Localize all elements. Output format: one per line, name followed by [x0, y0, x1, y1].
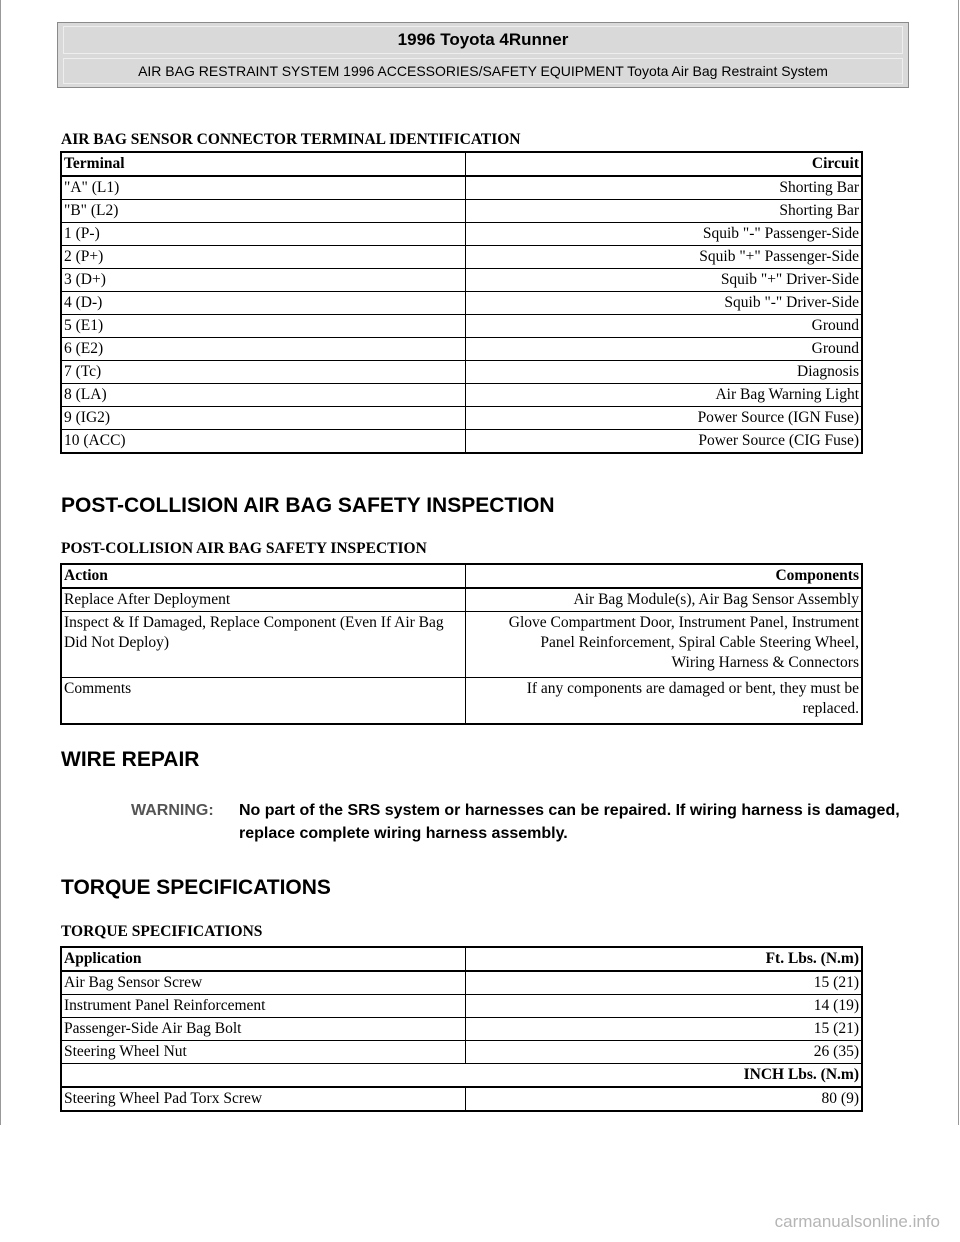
- circuit-cell: Ground: [466, 315, 863, 338]
- table-header-row: [61, 152, 862, 176]
- warning-text: No part of the SRS system or harnesses can be repaired. If wiring harness is damaged, replace complete wiring harness assembly.: [239, 802, 900, 842]
- circuit-cell: Squib "+" Passenger-Side: [466, 246, 863, 269]
- table-row: [61, 612, 862, 678]
- page-border-left: [0, 0, 1, 1125]
- table-row: [61, 246, 862, 269]
- terminal-cell: 4 (D-): [61, 292, 466, 315]
- warning-label: WARNING:: [131, 802, 214, 819]
- document-header: [57, 22, 909, 88]
- table-row: [61, 588, 862, 612]
- torque-value-cell: 14 (19): [466, 995, 863, 1018]
- inch-lbs-subheader: INCH Lbs. (N.m): [61, 1064, 862, 1088]
- column-header-circuit: Circuit: [466, 152, 863, 176]
- table-row: [61, 384, 862, 407]
- terminal-cell: 7 (Tc): [61, 361, 466, 384]
- components-cell: Glove Compartment Door, Instrument Panel, Instrument Panel Reinforcement, Spiral Cable Steering Wheel, Wiring Harness & Connectors: [466, 612, 863, 678]
- table-header-row: [61, 564, 862, 588]
- watermark: carmanualsonline.info: [774, 1212, 940, 1231]
- components-cell: If any components are damaged or bent, they must be replaced.: [466, 678, 863, 725]
- circuit-cell: Shorting Bar: [466, 200, 863, 223]
- components-cell: Air Bag Module(s), Air Bag Sensor Assembly: [466, 588, 863, 612]
- table-row: [61, 407, 862, 430]
- document-title: 1996 Toyota 4Runner: [63, 26, 903, 54]
- table-row: [61, 315, 862, 338]
- post-collision-heading: POST-COLLISION AIR BAG SAFETY INSPECTION: [61, 494, 555, 517]
- torque-table-caption: TORQUE SPECIFICATIONS: [61, 923, 263, 940]
- column-header-application: Application: [61, 947, 466, 971]
- table-row: [61, 430, 862, 454]
- table-row: [61, 971, 862, 995]
- terminal-cell: 8 (LA): [61, 384, 466, 407]
- table-row: [61, 678, 862, 725]
- column-header-ft-lbs: Ft. Lbs. (N.m): [466, 947, 863, 971]
- table-row: [61, 1041, 862, 1064]
- torque-value-cell: 15 (21): [466, 971, 863, 995]
- application-cell: Passenger-Side Air Bag Bolt: [61, 1018, 466, 1041]
- circuit-cell: Shorting Bar: [466, 176, 863, 200]
- table-subheader-row: [61, 1064, 862, 1088]
- circuit-cell: Air Bag Warning Light: [466, 384, 863, 407]
- terminal-cell: 9 (IG2): [61, 407, 466, 430]
- circuit-cell: Diagnosis: [466, 361, 863, 384]
- action-cell: Replace After Deployment: [61, 588, 466, 612]
- table-row: [61, 292, 862, 315]
- table-row: [61, 269, 862, 292]
- torque-heading: TORQUE SPECIFICATIONS: [61, 876, 331, 899]
- application-cell: Instrument Panel Reinforcement: [61, 995, 466, 1018]
- action-cell: Comments: [61, 678, 466, 725]
- sensor-terminal-table: [60, 151, 863, 454]
- terminal-cell: 2 (P+): [61, 246, 466, 269]
- table-row: [61, 995, 862, 1018]
- table-row: [61, 1087, 862, 1111]
- terminal-cell: "A" (L1): [61, 176, 466, 200]
- table-row: [61, 1018, 862, 1041]
- action-cell: Inspect & If Damaged, Replace Component (Even If Air Bag Did Not Deploy): [61, 612, 466, 678]
- table-header-row: [61, 947, 862, 971]
- page-border-right: [958, 0, 959, 1125]
- application-cell: Steering Wheel Nut: [61, 1041, 466, 1064]
- terminal-cell: 3 (D+): [61, 269, 466, 292]
- application-cell: Air Bag Sensor Screw: [61, 971, 466, 995]
- torque-value-cell: 15 (21): [466, 1018, 863, 1041]
- circuit-cell: Squib "-" Driver-Side: [466, 292, 863, 315]
- terminal-cell: 6 (E2): [61, 338, 466, 361]
- terminal-cell: "B" (L2): [61, 200, 466, 223]
- document-subtitle: AIR BAG RESTRAINT SYSTEM 1996 ACCESSORIES/SAFETY EQUIPMENT Toyota Air Bag Restraint System: [63, 58, 903, 84]
- table-row: [61, 200, 862, 223]
- table-row: [61, 338, 862, 361]
- terminal-cell: 5 (E1): [61, 315, 466, 338]
- torque-table: [60, 946, 863, 1112]
- post-collision-table-caption: POST-COLLISION AIR BAG SAFETY INSPECTION: [61, 540, 427, 557]
- circuit-cell: Ground: [466, 338, 863, 361]
- application-cell: Steering Wheel Pad Torx Screw: [61, 1087, 466, 1111]
- circuit-cell: Squib "+" Driver-Side: [466, 269, 863, 292]
- circuit-cell: Power Source (CIG Fuse): [466, 430, 863, 454]
- wire-repair-heading: WIRE REPAIR: [61, 748, 200, 771]
- table-row: [61, 176, 862, 200]
- sensor-table-caption: AIR BAG SENSOR CONNECTOR TERMINAL IDENTIFICATION: [61, 131, 521, 148]
- column-header-components: Components: [466, 564, 863, 588]
- circuit-cell: Power Source (IGN Fuse): [466, 407, 863, 430]
- table-row: [61, 223, 862, 246]
- column-header-action: Action: [61, 564, 466, 588]
- post-collision-table: [60, 563, 863, 725]
- circuit-cell: Squib "-" Passenger-Side: [466, 223, 863, 246]
- terminal-cell: 10 (ACC): [61, 430, 466, 454]
- column-header-terminal: Terminal: [61, 152, 466, 176]
- terminal-cell: 1 (P-): [61, 223, 466, 246]
- table-row: [61, 361, 862, 384]
- torque-value-cell: 26 (35): [466, 1041, 863, 1064]
- torque-value-cell: 80 (9): [466, 1087, 863, 1111]
